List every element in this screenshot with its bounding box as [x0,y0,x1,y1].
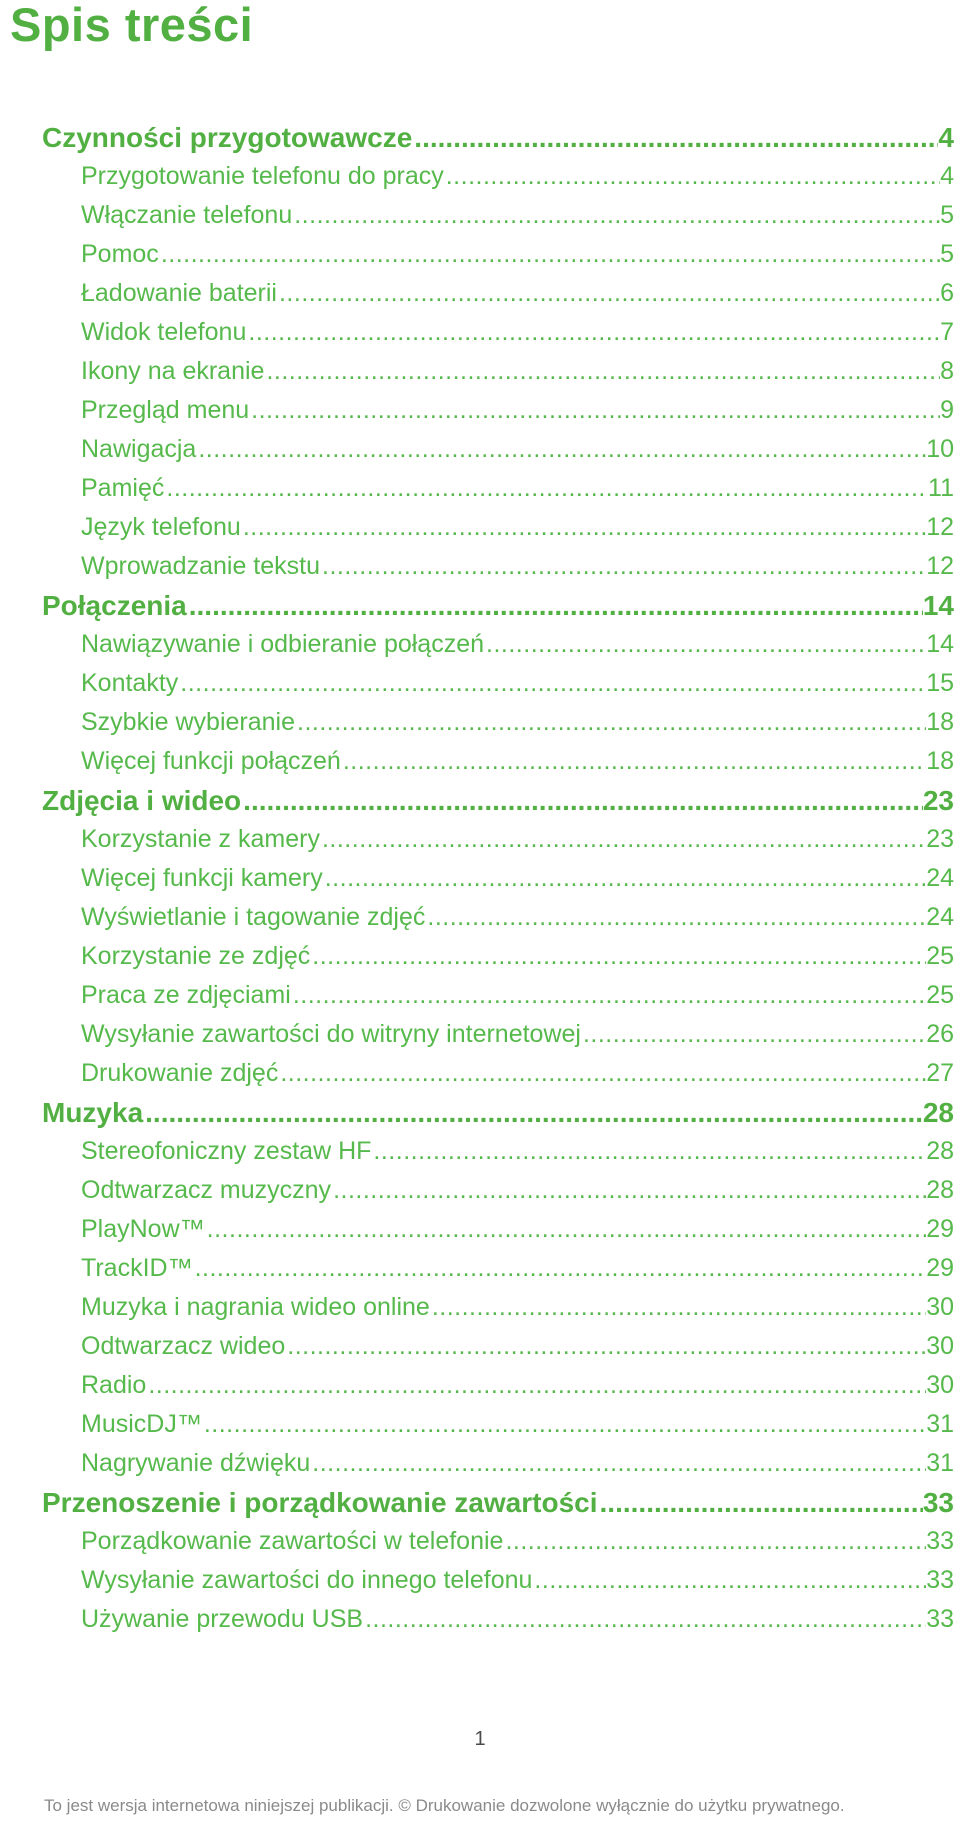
toc-entry-title: TrackID™ [81,1254,193,1282]
toc-entry[interactable] [42,742,954,781]
toc-entry[interactable] [42,469,954,508]
toc-section-entry[interactable] [42,1483,954,1522]
toc-entry-title: Wyświetlanie i tagowanie zdjęć [81,903,426,931]
toc-entry[interactable] [42,1444,954,1483]
toc-entry-page: 28 [926,1176,954,1204]
toc-entry-page: 12 [926,513,954,541]
dot-leader [373,1132,926,1171]
dot-leader [243,508,926,547]
dot-leader [294,196,940,235]
toc-entry-page: 14 [922,590,954,621]
toc-entry[interactable] [42,1015,954,1054]
dot-leader [343,742,926,781]
toc-entry-title: Więcej funkcji połączeń [81,747,341,775]
toc-entry-page: 9 [940,396,954,424]
toc-entry-title: Wysyłanie zawartości do innego telefonu [81,1566,533,1594]
toc-entry-title: Ikony na ekranie [81,357,265,385]
toc-entry-title: Przenoszenie i porządkowanie zawartości [42,1487,598,1518]
page-title: Spis treści [10,0,254,51]
dot-leader [293,976,926,1015]
dot-leader [248,313,940,352]
toc-entry[interactable] [42,664,954,703]
toc-entry-title: Wysyłanie zawartości do witryny internetowej [81,1020,581,1048]
toc-entry-title: Korzystanie ze zdjęć [81,942,311,970]
toc-entry-title: Połączenia [42,590,187,621]
toc-entry[interactable] [42,1600,954,1639]
dot-leader [180,664,926,703]
toc-entry[interactable] [42,625,954,664]
toc-entry-page: 30 [926,1371,954,1399]
toc-entry-page: 5 [940,201,954,229]
dot-leader [325,859,926,898]
toc-entry-page: 25 [926,942,954,970]
dot-leader [145,1093,923,1132]
toc-entry-title: Pomoc [81,240,159,268]
dot-leader [251,391,940,430]
toc-entry-title: Używanie przewodu USB [81,1605,364,1633]
toc-entry[interactable] [42,313,954,352]
dot-leader [322,547,926,586]
toc-entry-title: MusicDJ™ [81,1410,202,1438]
toc-entry-title: Kontakty [81,669,179,697]
toc-entry[interactable] [42,898,954,937]
toc-entry-page: 29 [926,1254,954,1282]
toc-entry-page: 7 [940,318,954,346]
dot-leader [534,1561,926,1600]
toc-entry[interactable] [42,703,954,742]
toc-entry[interactable] [42,1522,954,1561]
dot-leader [189,586,923,625]
toc-entry-title: PlayNow™ [81,1215,205,1243]
toc-entry-title: Widok telefonu [81,318,247,346]
toc-entry-page: 33 [926,1605,954,1633]
dot-leader [312,1444,926,1483]
toc-entry-title: Włączanie telefonu [81,201,293,229]
toc-entry-title: Korzystanie z kamery [81,825,320,853]
toc-entry-page: 10 [926,435,954,463]
dot-leader [312,937,926,976]
table-of-contents [42,118,954,1639]
toc-entry-page: 31 [926,1410,954,1438]
toc-entry[interactable] [42,1132,954,1171]
toc-entry-title: Porządkowanie zawartości w telefonie [81,1527,504,1555]
toc-entry-page: 29 [926,1215,954,1243]
toc-entry[interactable] [42,274,954,313]
dot-leader [365,1600,926,1639]
toc-section-entry[interactable] [42,1093,954,1132]
toc-entry-page: 30 [926,1332,954,1360]
toc-entry-title: Przygotowanie telefonu do pracy [81,162,444,190]
toc-entry[interactable] [42,430,954,469]
toc-entry-page: 31 [926,1449,954,1477]
toc-entry-title: Pamięć [81,474,165,502]
toc-section-entry[interactable] [42,781,954,820]
toc-entry-page: 25 [926,981,954,1009]
toc-entry[interactable] [42,1327,954,1366]
toc-entry[interactable] [42,1405,954,1444]
toc-entry-page: 33 [926,1527,954,1555]
toc-entry-page: 18 [926,747,954,775]
toc-entry[interactable] [42,391,954,430]
page-number: 1 [474,1728,486,1750]
toc-section-entry[interactable] [42,118,954,157]
dot-leader [243,781,923,820]
dot-leader [148,1366,926,1405]
dot-leader [333,1171,926,1210]
toc-entry-page: 6 [940,279,954,307]
dot-leader [583,1015,926,1054]
dot-leader [600,1483,923,1522]
toc-entry-page: 30 [926,1293,954,1321]
toc-entry-title: Czynności przygotowawcze [42,122,413,153]
toc-entry[interactable] [42,820,954,859]
toc-entry-title: Muzyka i nagrania wideo online [81,1293,430,1321]
dot-leader [486,625,926,664]
toc-entry-title: Nawiązywanie i odbieranie połączeń [81,630,485,658]
dot-leader [322,820,926,859]
toc-entry[interactable] [42,1249,954,1288]
dot-leader [266,352,940,391]
toc-entry-title: Radio [81,1371,147,1399]
toc-entry-title: Ładowanie baterii [81,279,277,307]
toc-entry-page: 4 [940,162,954,190]
toc-entry[interactable] [42,976,954,1015]
dot-leader [280,1054,926,1093]
toc-entry-page: 4 [938,122,954,153]
toc-entry[interactable] [42,547,954,586]
toc-entry[interactable] [42,937,954,976]
toc-entry-title: Odtwarzacz muzyczny [81,1176,332,1204]
dot-leader [207,1210,927,1249]
dot-leader [287,1327,926,1366]
dot-leader [505,1522,926,1561]
toc-entry-title: Więcej funkcji kamery [81,864,323,892]
toc-entry-page: 28 [926,1137,954,1165]
toc-entry-title: Język telefonu [81,513,241,541]
toc-entry[interactable] [42,1054,954,1093]
toc-entry-title: Zdjęcia i wideo [42,785,242,816]
dot-leader [166,469,928,508]
toc-entry[interactable] [42,235,954,274]
toc-entry-title: Muzyka [42,1097,144,1128]
dot-leader [195,1249,927,1288]
toc-entry-title: Wprowadzanie tekstu [81,552,321,580]
toc-entry-page: 24 [926,864,954,892]
toc-entry-page: 5 [940,240,954,268]
dot-leader [161,235,940,274]
toc-entry-page: 26 [926,1020,954,1048]
toc-entry[interactable] [42,196,954,235]
toc-entry-title: Odtwarzacz wideo [81,1332,286,1360]
toc-section-entry[interactable] [42,586,954,625]
toc-entry-page: 18 [926,708,954,736]
toc-entry-title: Nagrywanie dźwięku [81,1449,311,1477]
dot-leader [297,703,926,742]
toc-entry[interactable] [42,1210,954,1249]
toc-entry[interactable] [42,352,954,391]
toc-entry-page: 23 [926,825,954,853]
toc-entry-page: 27 [926,1059,954,1087]
toc-entry-page: 24 [926,903,954,931]
footer-note: To jest wersja internetowa niniejszej publikacji. © Drukowanie dozwolone wyłącznie do użytku prywatnego. [44,1796,845,1815]
toc-entry-page: 11 [928,474,954,502]
toc-entry-page: 8 [940,357,954,385]
dot-leader [432,1288,926,1327]
dot-leader [427,898,926,937]
toc-entry-title: Drukowanie zdjęć [81,1059,279,1087]
toc-entry-page: 14 [926,630,954,658]
dot-leader [198,430,926,469]
toc-entry[interactable] [42,1366,954,1405]
dot-leader [446,157,940,196]
toc-entry-page: 33 [922,1487,954,1518]
toc-entry-page: 33 [926,1566,954,1594]
toc-entry[interactable] [42,859,954,898]
toc-entry-title: Przegląd menu [81,396,250,424]
dot-leader [204,1405,926,1444]
dot-leader [279,274,940,313]
toc-entry-page: 12 [926,552,954,580]
dot-leader [414,118,938,157]
toc-entry[interactable] [42,1561,954,1600]
toc-entry[interactable] [42,1288,954,1327]
toc-entry[interactable] [42,508,954,547]
toc-entry[interactable] [42,157,954,196]
toc-entry[interactable] [42,1171,954,1210]
toc-entry-title: Nawigacja [81,435,197,463]
toc-entry-page: 23 [922,785,954,816]
toc-entry-page: 15 [926,669,954,697]
toc-entry-title: Praca ze zdjęciami [81,981,291,1009]
toc-entry-page: 28 [922,1097,954,1128]
toc-entry-title: Stereofoniczny zestaw HF [81,1137,372,1165]
toc-entry-title: Szybkie wybieranie [81,708,295,736]
